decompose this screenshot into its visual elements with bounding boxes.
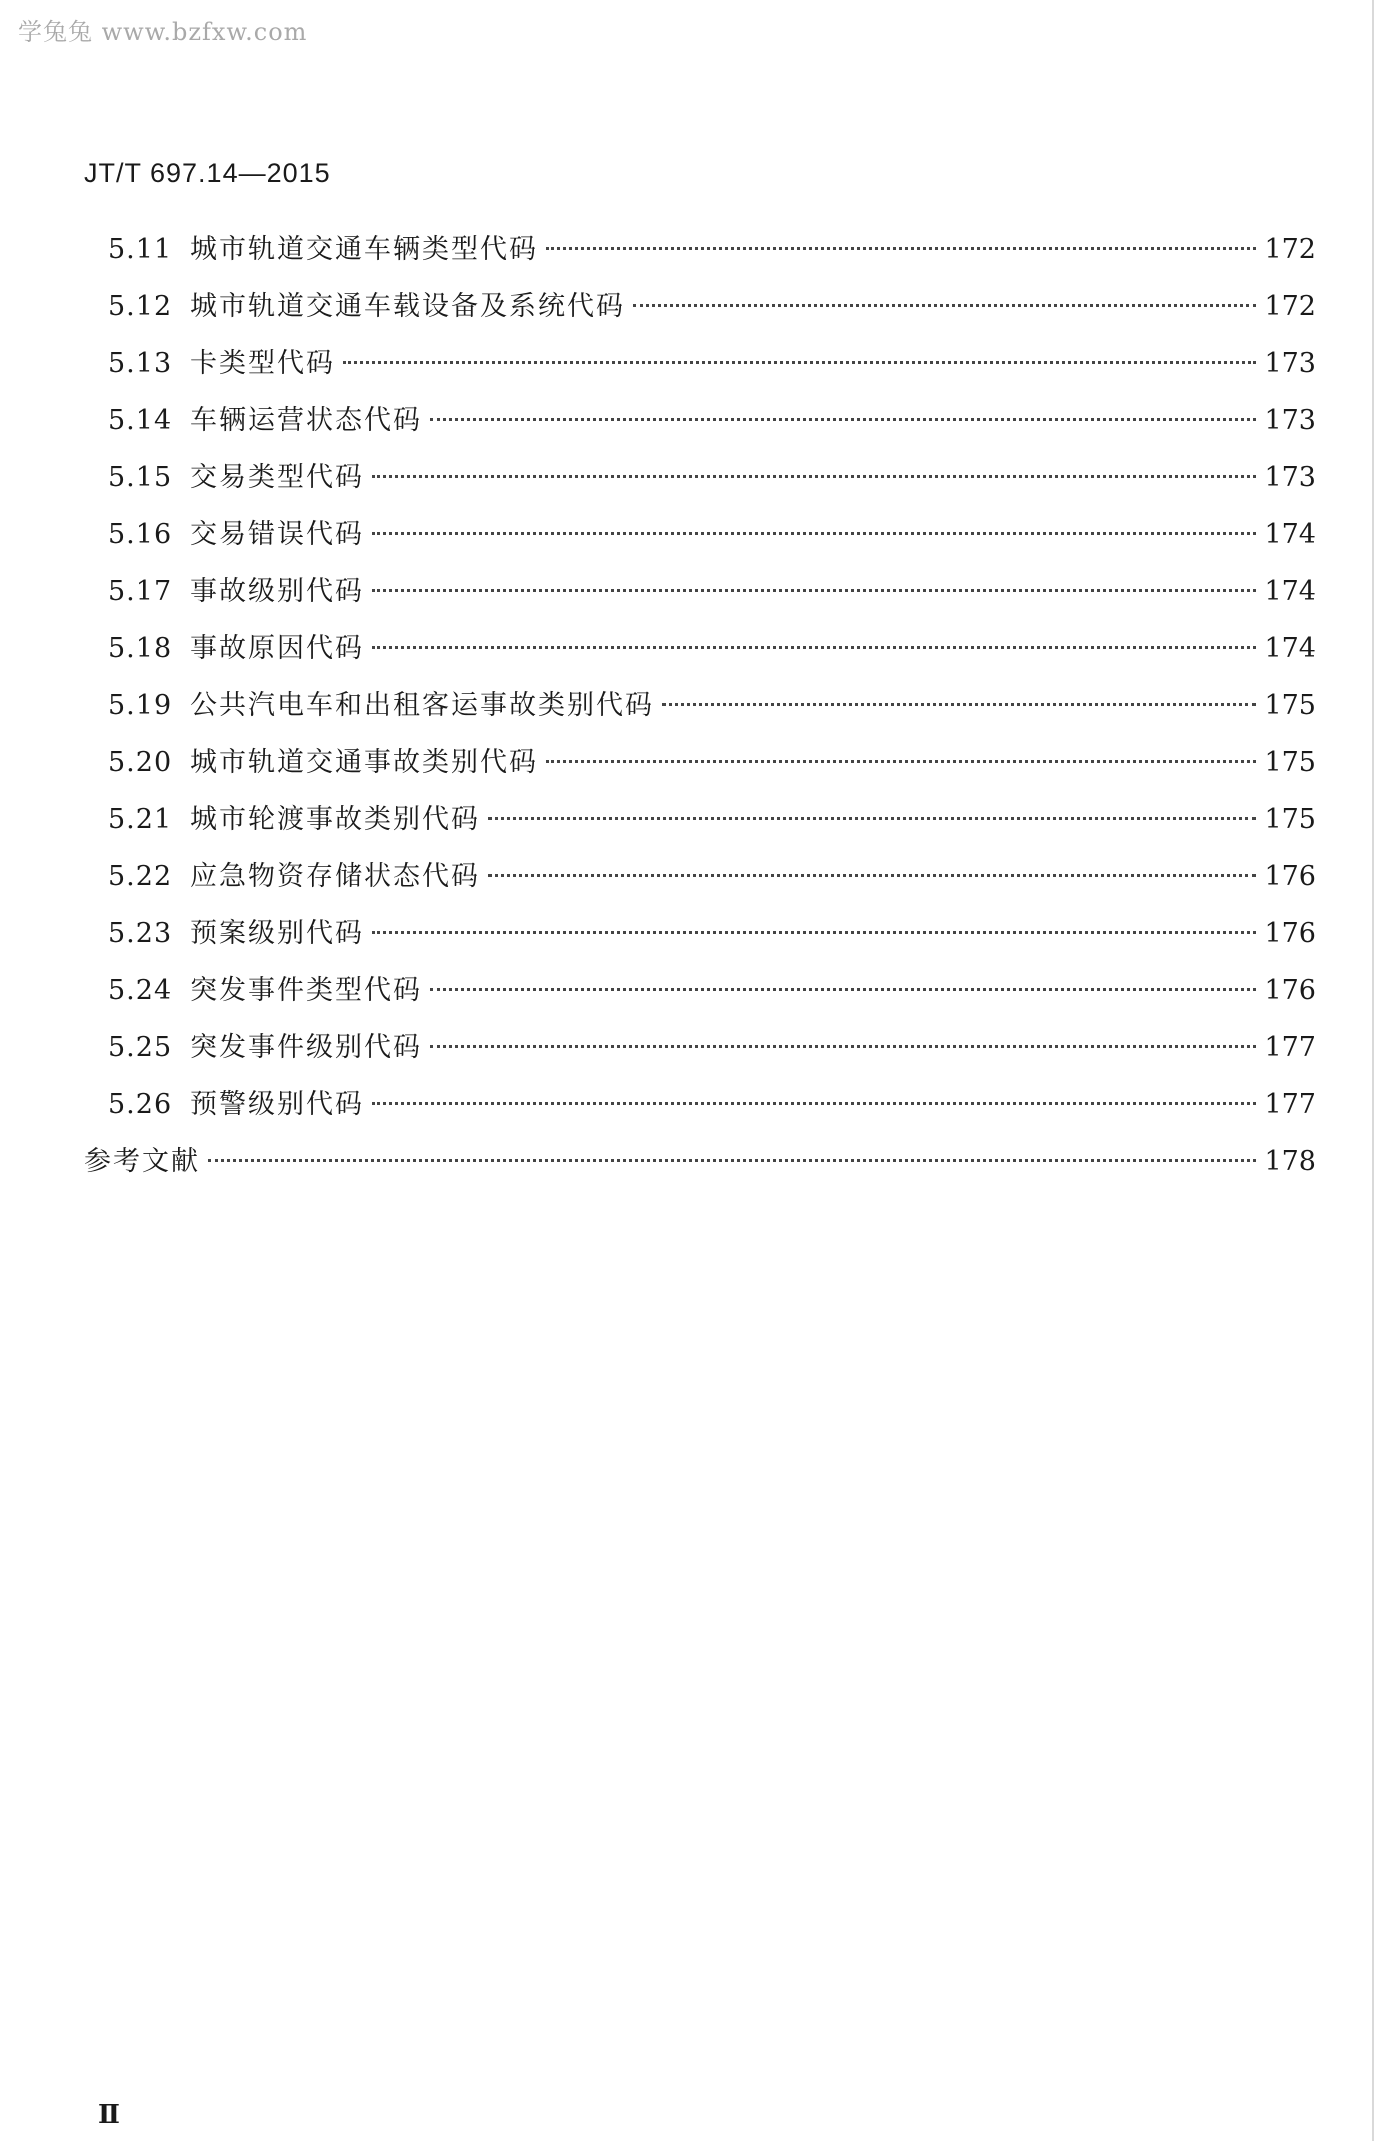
toc-entry-title: 城市轮渡事故类别代码 xyxy=(190,804,480,835)
toc-entry-title: 公共汽电车和出租客运事故类别代码 xyxy=(190,690,654,721)
toc-leader-dots xyxy=(488,817,1256,820)
toc-leader-dots xyxy=(372,532,1256,535)
toc-entry-title: 车辆运营状态代码 xyxy=(190,405,422,436)
toc-entry-page: 176 xyxy=(1264,861,1316,892)
toc-entry-title: 城市轨道交通车载设备及系统代码 xyxy=(190,291,625,322)
toc-entry-number: 5.12 xyxy=(108,291,173,322)
toc-entry-title: 城市轨道交通事故类别代码 xyxy=(190,747,538,778)
toc-entry-number: 5.19 xyxy=(108,690,173,721)
toc-entry-number: 5.16 xyxy=(108,519,173,550)
toc-entry-5-22[interactable] xyxy=(84,855,1316,912)
toc-leader-dots xyxy=(208,1159,1256,1162)
toc-entry-number: 5.24 xyxy=(108,975,173,1006)
page-edge-divider xyxy=(1372,0,1374,2141)
toc-entry-page: 173 xyxy=(1264,462,1316,493)
toc-entry-number: 5.26 xyxy=(108,1089,173,1120)
toc-entry-number: 5.13 xyxy=(108,348,173,379)
toc-entry-page: 172 xyxy=(1264,291,1316,322)
toc-entry-5-13[interactable] xyxy=(84,342,1316,399)
toc-entry-5-25[interactable] xyxy=(84,1026,1316,1083)
toc-entry-5-17[interactable] xyxy=(84,570,1316,627)
toc-entry-number: 5.17 xyxy=(108,576,173,607)
toc-entry-number: 5.20 xyxy=(108,747,173,778)
toc-entry-5-23[interactable] xyxy=(84,912,1316,969)
toc-entry-number: 5.22 xyxy=(108,861,173,892)
toc-entry-title: 预警级别代码 xyxy=(190,1089,364,1120)
toc-entry-title: 卡类型代码 xyxy=(190,348,335,379)
table-of-contents xyxy=(84,228,1316,1197)
toc-entry-page: 175 xyxy=(1264,747,1316,778)
toc-entry-title: 参考文献 xyxy=(84,1146,200,1177)
toc-entry-5-12[interactable] xyxy=(84,285,1316,342)
toc-entry-number: 5.18 xyxy=(108,633,173,664)
toc-entry-page: 175 xyxy=(1264,804,1316,835)
toc-entry-5-20[interactable] xyxy=(84,741,1316,798)
watermark: 学兔兔 www.bzfxw.com xyxy=(18,18,308,46)
toc-leader-dots xyxy=(430,418,1256,421)
toc-entry-5-15[interactable] xyxy=(84,456,1316,513)
toc-entry-page: 176 xyxy=(1264,918,1316,949)
toc-leader-dots xyxy=(430,1045,1256,1048)
toc-entry-number: 5.14 xyxy=(108,405,173,436)
toc-leader-dots xyxy=(488,874,1256,877)
toc-entry-5-26[interactable] xyxy=(84,1083,1316,1140)
toc-entry-page: 173 xyxy=(1264,348,1316,379)
page-number: Ⅱ xyxy=(98,2100,120,2130)
toc-leader-dots xyxy=(372,931,1256,934)
toc-entry-page: 174 xyxy=(1264,576,1316,607)
toc-entry-page: 174 xyxy=(1264,519,1316,550)
toc-entry-page: 175 xyxy=(1264,690,1316,721)
toc-entry-number: 5.21 xyxy=(108,804,173,835)
toc-entry-page: 173 xyxy=(1264,405,1316,436)
toc-leader-dots xyxy=(546,760,1256,763)
toc-entry-title: 预案级别代码 xyxy=(190,918,364,949)
toc-leader-dots xyxy=(372,475,1256,478)
toc-entry-page: 177 xyxy=(1264,1089,1316,1120)
toc-entry-title: 突发事件类型代码 xyxy=(190,975,422,1006)
toc-entry-title: 交易类型代码 xyxy=(190,462,364,493)
document-code-header: JT/T 697.14—2015 xyxy=(84,158,331,188)
toc-entry-page: 174 xyxy=(1264,633,1316,664)
toc-entry-5-21[interactable] xyxy=(84,798,1316,855)
toc-entry-5-24[interactable] xyxy=(84,969,1316,1026)
toc-leader-dots xyxy=(372,646,1256,649)
toc-entry-page: 172 xyxy=(1264,234,1316,265)
toc-entry-title: 事故级别代码 xyxy=(190,576,364,607)
toc-leader-dots xyxy=(633,304,1256,307)
toc-entry-5-16[interactable] xyxy=(84,513,1316,570)
toc-leader-dots xyxy=(430,988,1256,991)
toc-entry-title: 事故原因代码 xyxy=(190,633,364,664)
toc-entry-5-19[interactable] xyxy=(84,684,1316,741)
toc-entry-5-11[interactable] xyxy=(84,228,1316,285)
toc-entry-title: 城市轨道交通车辆类型代码 xyxy=(190,234,538,265)
toc-entry-title: 突发事件级别代码 xyxy=(190,1032,422,1063)
toc-entry-number: 5.11 xyxy=(108,234,173,265)
toc-entry-title: 交易错误代码 xyxy=(190,519,364,550)
toc-entry-5-14[interactable] xyxy=(84,399,1316,456)
toc-leader-dots xyxy=(372,1102,1256,1105)
toc-entry-page: 177 xyxy=(1264,1032,1316,1063)
toc-entry-references[interactable] xyxy=(84,1140,1316,1197)
toc-leader-dots xyxy=(662,703,1256,706)
toc-entry-number: 5.23 xyxy=(108,918,173,949)
toc-entry-number: 5.15 xyxy=(108,462,173,493)
toc-leader-dots xyxy=(343,361,1256,364)
toc-entry-title: 应急物资存储状态代码 xyxy=(190,861,480,892)
toc-entry-number: 5.25 xyxy=(108,1032,173,1063)
toc-leader-dots xyxy=(372,589,1256,592)
toc-entry-page: 178 xyxy=(1264,1146,1316,1177)
toc-leader-dots xyxy=(546,247,1256,250)
toc-entry-5-18[interactable] xyxy=(84,627,1316,684)
toc-entry-page: 176 xyxy=(1264,975,1316,1006)
